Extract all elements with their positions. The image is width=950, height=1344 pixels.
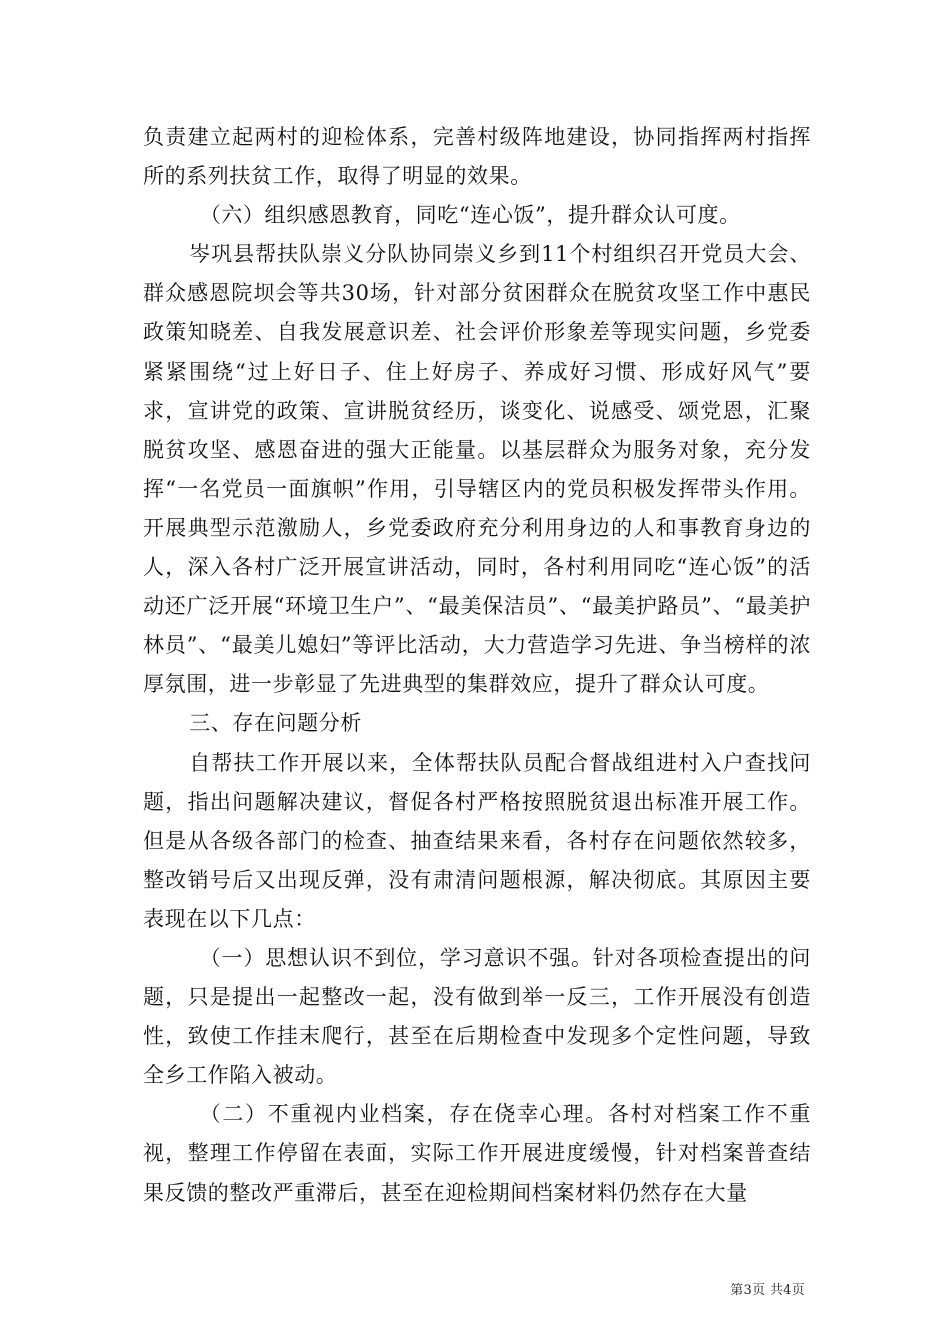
page-number-footer: 第3页 共4页: [730, 1283, 805, 1298]
section-subheading-six: （六）组织感恩教育，同吃“连心饭”，提升群众认可度。: [199, 203, 741, 228]
paragraph-continuation: 负责建立起两村的迎检体系，完善村级阵地建设，协同指挥两村指挥所的系列扶贫工作，取得了明显的效果。: [143, 125, 811, 189]
paragraph-problem-intro: 自帮扶工作开展以来，全体帮扶队员配合督战组进村入户查找问题，指出问题解决建议，督促各村严格按照脱贫退出标准开展工作。但是从各级各部门的检查、抽查结果来看，各村存在问题依然较多，整改销号后又出现反弹，没有肃清问题根源，解决彻底。其原因主要表现在以下几点：: [143, 750, 811, 931]
paragraph-problem-one: （一）思想认识不到位，学习意识不强。针对各项检查提出的问题，只是提出一起整改一起，没有做到举一反三，工作开展没有创造性，致使工作挂末爬行，甚至在后期检查中发现多个定性问题，导致全乡工作陷入被动。: [143, 945, 811, 1088]
paragraph-problem-two: （二）不重视内业档案，存在侥幸心理。各村对档案工作不重视，整理工作停留在表面，实际工作开展进度缓慢，针对档案普查结果反馈的整改严重滞后，甚至在迎检期间档案材料仍然存在大量: [143, 1102, 811, 1205]
document-body: [143, 118, 811, 1213]
section-heading-problem-analysis: 三、存在问题分析: [189, 711, 362, 736]
paragraph-gratitude-education: 岑巩县帮扶队崇义分队协同崇义乡到11个村组织召开党员大会、群众感恩院坝会等共30场，针对部分贫困群众在脱贫攻坚工作中惠民政策知晓差、自我发展意识差、社会评价形象差等现实问题，乡党委紧紧围绕“过上好日子、住上好房子、养成好习惯、形成好风气”要求，宣讲党的政策、宣讲脱贫经历，谈变化、说感受、颂党恩，汇聚脱贫攻坚、感恩奋进的强大正能量。以基层群众为服务对象，充分发挥“一名党员一面旗帜”作用，引导辖区内的党员积极发挥带头作用。开展典型示范激励人，乡党委政府充分利用身边的人和事教育身边的人，深入各村广泛开展宣讲活动，同时，各村利用同吃“连心饭”的活动还广泛开展“环境卫生户”、“最美保洁员”、“最美护路员”、“最美护林员”、“最美儿媳妇”等评比活动，大力营造学习先进、争当榜样的浓厚氛围，进一步彰显了先进典型的集群效应，提升了群众认可度。: [143, 242, 811, 697]
